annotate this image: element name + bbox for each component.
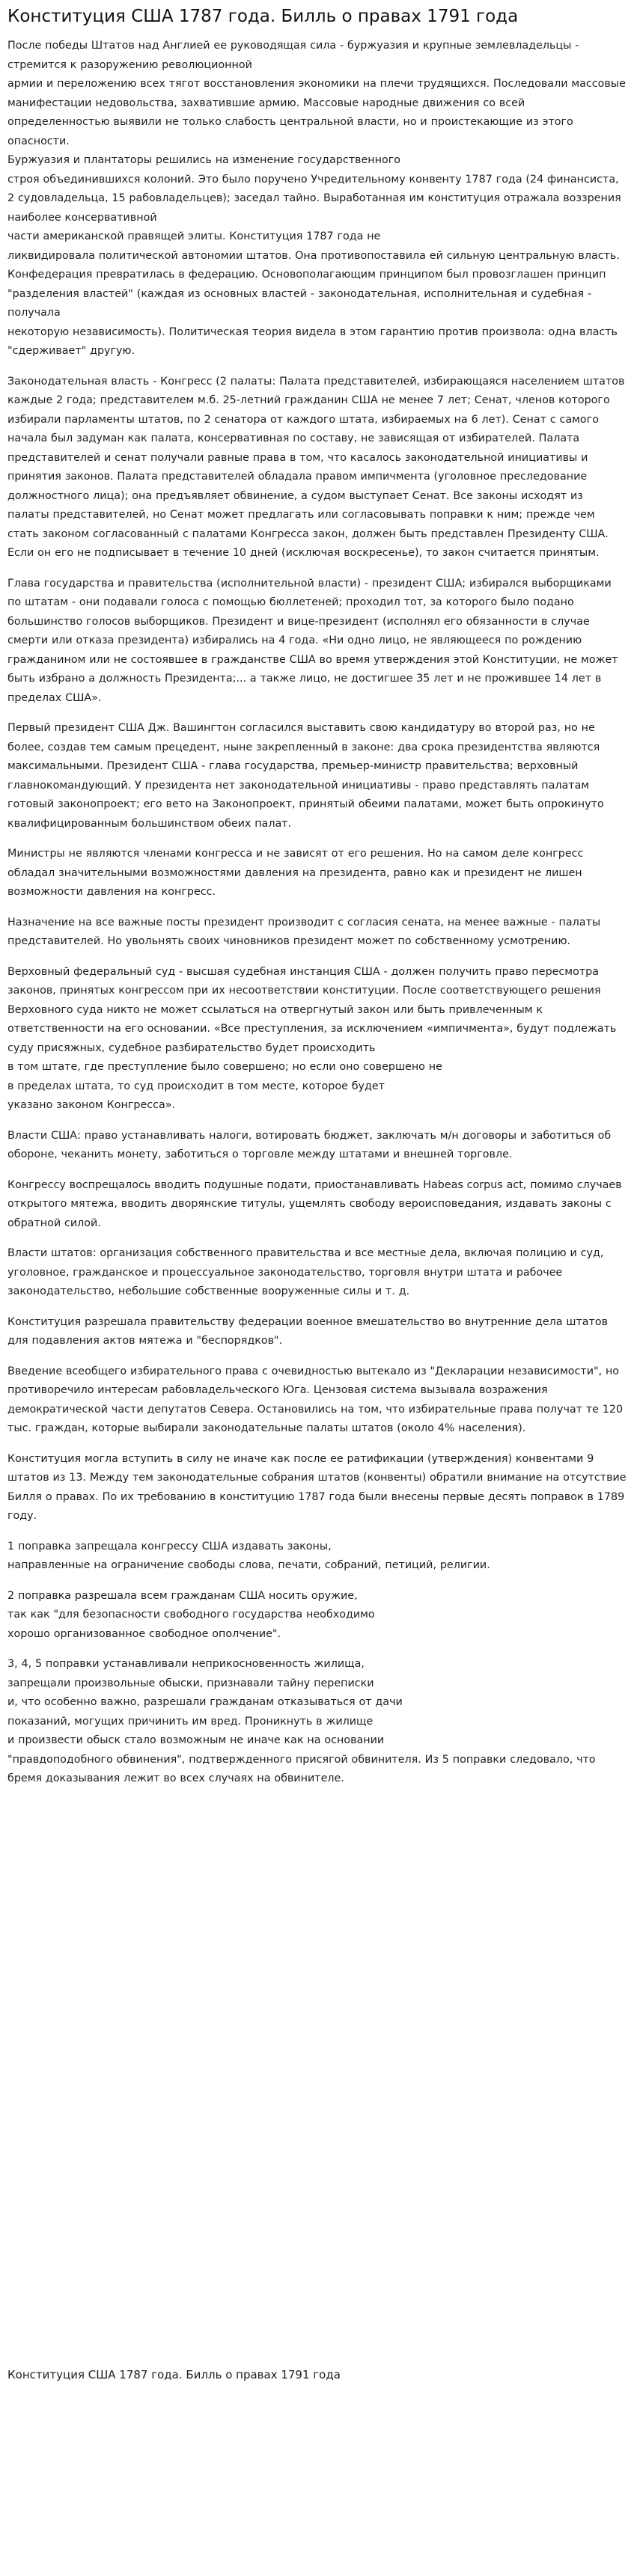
paragraph-13: Конституция могла вступить в силу не иначе как после ее ратификации (утверждения) конвентами 9 штатов из 13. Между тем законодательные собрания штатов (конвенты) обратили внимание на отсутствие Билля о правах. По их требованию в конституцию 1787 года были внесены первые десять поправок в 1789 году. [7,1452,627,1522]
paragraph-14: 1 поправка запрещала конгрессу США издавать законы, направленные на ограничение свободы слова, печати, собраний, петиций, религии. [7,1540,490,1571]
paragraph-8: Власти США: право устанавливать налоги, вотировать бюджет, заключать м/н договоры и заботиться об обороне, чеканить монету, заботиться о торговле между штатами и внешней торговле. [7,1129,612,1160]
paragraph-15: 2 поправка разрешала всем гражданам США носить оружие, так как "для безопасности свободного государства необходимо хорошо организованное свободное ополчение". [7,1589,375,1640]
paragraph-2: Законодательная власть - Конгресс (2 палаты: Палата представителей, избирающаяся населением штатов каждые 2 года; представителем м.б. 25-летний гражданин США не менее 7 лет; Сенат, членов которого избирали парламенты штатов, по 2 сенатора от каждого штата, избираемых на 6 лет). Сенат с самого начала был задуман как палата, консервативная по составу, не зависящая от избирателей. Палата представителей и сенат получали равные права в том, что касалось законодательной инициативы и принятия законов. Палата представителей обладала правом импичмента (уголовное преследование должностного лица); она предъявляет обвинение, а судом выступает Сенат. Все законы исходят из палаты представителей, но Сенат может предлагать или согласовывать поправки к ним; прежде чем стать законом согласованный с палатами Конгресса закон, должен быть представлен Президенту США. Если он его не подписывает в течение 10 дней (исключая воскресенье), то закон считается принятым. [7,375,625,559]
document-body [7,37,627,1789]
paragraph-7: Верховный федеральный суд - высшая судебная инстанция США - должен получить право пересмотра законов, принятых конгрессом при их несоответствии конституции. После соответствующего решения Верховного суда никто не может ссылаться на отвергнутый закон или быть привлеченным к ответственности на его основании. «Все преступления, за исключением «импичмента», будут подлежать суду присяжных, судебное разбирательство будет происходить в том штате, где преступление было совершено; но если оно совершено не в пределах штата, то суд происходит в том месте, которое будет указано законом Конгресса». [7,965,617,1111]
paragraph-6: Назначение на все важные посты президент производит с согласия сената, на менее важные - палаты представителей. Но увольнять своих чиновников президент может по собственному усмотрению. [7,916,601,947]
paragraph-12: Введение всеобщего избирательного права с очевидностью вытекало из "Декларации независимости", но противоречило интересам рабовладельческого Юга. Цензовая система вызывала возражения демократической части депутатов Севера. Остановились на том, что избирательные права получат те 120 тыс. граждан, которые выбирали законодательные палаты штатов (около 4% населения). [7,1365,624,1434]
paragraph-9: Конгрессу воспрещалось вводить подушные подати, приостанавливать Habeas corpus act, помимо случаев открытого мятежа, вводить дворянские титулы, ущемлять свободу вероисповедания, издавать законы с обратной силой. [7,1178,622,1229]
paragraph-16: 3, 4, 5 поправки устанавливали неприкосновенность жилища, запрещали произвольные обыски, признавали тайну переписки и, что особенно важно, разрешали гражданам отказываться от дачи показаний, могущих причинить им вред. Проникнуть в жилище и произвести обыск стало возможным не иначе как на основании "правдоподобного обвинения", подтвержденного присягой обвинителя. Из 5 поправки следовало, что бремя доказывания лежит во всех случаях на обвинителе. [7,1658,596,1784]
paragraph-1: После победы Штатов над Англией ее руководящая сила - буржуазия и крупные землевладельцы - стремится к разоружению революционной армии и переложению всех тягот восстановления экономики на плечи трудящихся. Последовали массовые манифестации недовольства, захватившие армию. Массовые народные движения со всей определенностью выявили не только слабость центральной власти, но и проистекающие из этого опасности. Буржуазия и плантаторы решились на изменение государственного строя объединившихся колоний. Это было поручено Учредительному конвенту 1787 года (24 финансиста, 2 судовладельца, 15 рабовладельцев); заседал тайно. Выработанная им конституция отражала воззрения наиболее консервативной части американской правящей элиты. Конституция 1787 года не ликвидировала политической автономии штатов. Она противопоставила ей сильную центральную власть. Конфедерация превратилась в федерацию. Основополагающим принципом был провозглашен принцип "разделения властей" (каждая из основных властей - законодательная, исполнительная и судебная - получала некоторую независимость). Политическая теория видела в этом гарантию против произвола: одна власть "сдерживает" другую. [7,40,626,357]
paragraph-4: Первый президент США Дж. Вашингтон согласился выставить свою кандидатуру во второй раз, но не более, создав тем самым прецедент, ныне закрепленный в законе: два срока президентства являются максимальными. Президент США - глава государства, премьер-министр правительства; верховный главнокомандующий. У президента нет законодательной инициативы - право представлять палатам готовый законопроект; его вето на Законопроект, принятый обеими палатами, может быть опрокинуто квалифицированным большинством обеих палат. [7,722,604,830]
paragraph-11: Конституция разрешала правительству федерации военное вмешательство во внутренние дела штатов для подавления актов мятежа и "беспорядков". [7,1315,609,1347]
page-footer: Конституция США 1787 года. Билль о правах 1791 года [7,2368,341,2381]
page-title: Конституция США 1787 года. Билль о правах 1791 года [7,7,519,26]
paragraph-10: Власти штатов: организация собственного правительства и все местные дела, включая полицию и суд, уголовное, гражданское и процессуальное законодательство, торговля внутри штата и рабочее законодательство, небольшие собственные вооруженные силы и т. д. [7,1247,604,1297]
paragraph-3: Глава государства и правительства (исполнительной власти) - президент США; избирался выборщиками по штатам - они подавали голоса с помощью бюллетеней; проходил тот, за которого было подано большинство голосов выборщиков. Президент и вице-президент (исполнял его обязанности в случае смерти или отказа президента) избирались на 4 года. «Ни одно лицо, не являющееся по рождению гражданином или не состоявшее в гражданстве США во время утверждения этой Конституции, не может быть избрано а должность Президента;... а также лицо, не достигшее 35 лет и не прожившее 14 лет в пределах США». [7,577,618,704]
paragraph-5: Министры не являются членами конгресса и не зависят от его решения. Но на самом деле конгресс обладал значительными возможностями давления на президента, равно как и президент не лишен возможности давления на конгресс. [7,848,584,898]
